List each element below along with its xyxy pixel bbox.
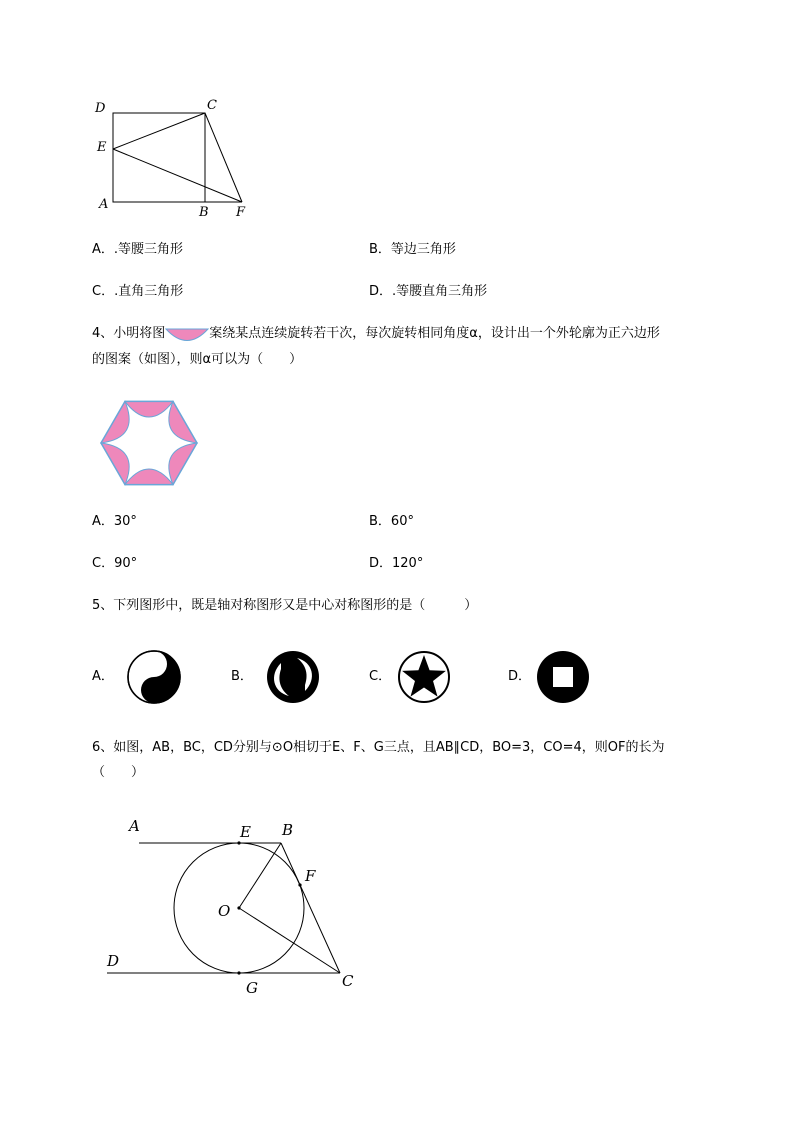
label-f: F bbox=[305, 867, 316, 885]
q4-stem-line2: 的图案（如图），则α可以为（ ） bbox=[92, 352, 303, 367]
label-a: A bbox=[99, 197, 109, 212]
q5-option-a-label[interactable]: A． bbox=[92, 669, 114, 684]
label-a: A bbox=[129, 817, 140, 835]
label-e: E bbox=[240, 823, 251, 841]
q3-option-c[interactable]: C．.直角三角形 bbox=[92, 284, 184, 299]
q6-stem-line2: （ ） bbox=[92, 765, 145, 780]
label-g: G bbox=[246, 979, 258, 997]
q5-option-b-label[interactable]: B． bbox=[231, 669, 253, 684]
q3-option-d[interactable]: D．.等腰直角三角形 bbox=[369, 284, 488, 299]
label-d: D bbox=[95, 101, 106, 116]
q6-stem-line1: 6、如图，AB，BC，CD分别与⊙O相切于E、F、G三点，且AB∥CD，BO=3，CO=4，则OF的长为 bbox=[92, 740, 665, 755]
q4-option-a[interactable]: A．30° bbox=[92, 514, 137, 529]
label-d: D bbox=[107, 952, 120, 970]
q4-stem-part1: 4、小明将图 bbox=[92, 326, 166, 341]
q4-option-c[interactable]: C．90° bbox=[92, 556, 138, 571]
q5-option-d-label[interactable]: D． bbox=[508, 669, 532, 684]
label-f: F bbox=[236, 205, 246, 220]
q5-stem: 5、下列图形中，既是轴对称图形又是中心对称图形的是（ ） bbox=[92, 598, 478, 613]
q4-option-b[interactable]: B．60° bbox=[369, 514, 414, 529]
q3-option-a[interactable]: A．.等腰三角形 bbox=[92, 242, 184, 257]
label-e: E bbox=[97, 140, 107, 155]
label-c: C bbox=[207, 98, 217, 113]
segment-ob bbox=[239, 843, 281, 908]
q3-option-b[interactable]: B．等边三角形 bbox=[369, 242, 456, 257]
q4-stem-part2: 案绕某点连续旋转若干次，每次旋转相同角度α，设计出一个外轮廓为正六边形 bbox=[209, 326, 660, 341]
label-o: O bbox=[218, 902, 231, 920]
q4-option-d[interactable]: D．120° bbox=[369, 556, 424, 571]
label-c: C bbox=[342, 972, 354, 990]
label-b: B bbox=[199, 205, 209, 220]
q5-option-c-label[interactable]: C． bbox=[369, 669, 392, 684]
label-b: B bbox=[282, 821, 294, 839]
